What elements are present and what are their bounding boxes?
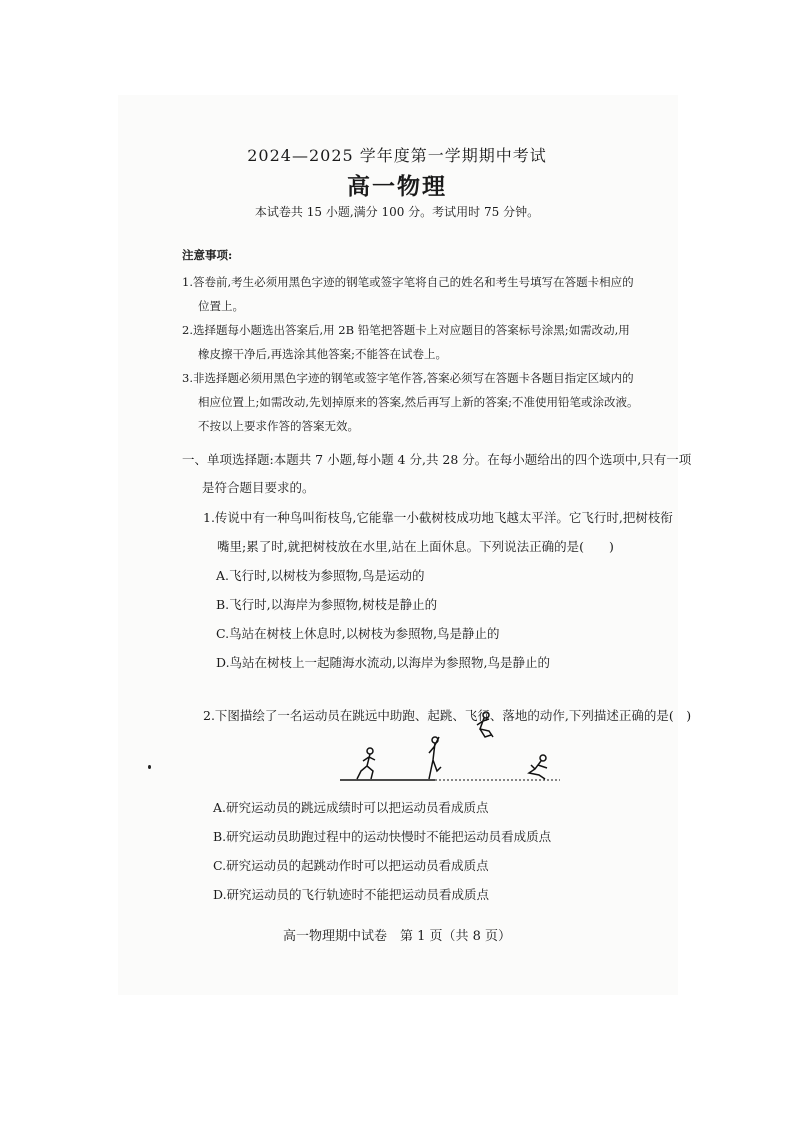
section-line: 一、单项选择题:本题共 7 小题,每小题 4 分,共 28 分。在每小题给出的四个选项中,只有一项 <box>182 452 692 467</box>
section-line: 是符合题目要求的。 <box>202 480 315 495</box>
q2-option-a: A.研究运动员的跳远成绩时可以把运动员看成质点 <box>213 800 489 815</box>
notes-block <box>182 247 672 438</box>
runner-figure <box>357 748 375 779</box>
notes-line: 2.选择题每小题选出答案后,用 2B 铅笔把答题卡上对应题目的答案标号涂黑;如需改动,用 <box>182 323 630 337</box>
q1-option-a: A.飞行时,以树枝为参照物,鸟是运动的 <box>216 568 425 583</box>
q2-option-c: C.研究运动员的起跳动作时可以把运动员看成质点 <box>213 858 489 873</box>
notes-line: 1.答卷前,考生必须用黑色字迹的钢笔或签字笔将自己的姓名和考生号填写在答题卡相应的 <box>182 275 634 289</box>
flight-figure <box>477 712 493 737</box>
notes-heading: 注意事项: <box>182 248 233 262</box>
exam-title: 2024—2025 学年度第一学期期中考试 <box>247 146 547 165</box>
question-1 <box>203 503 693 561</box>
question-stem: 1.传说中有一种鸟叫衔枝鸟,它能靠一小截树枝成功地飞越太平洋。它飞行时,把树枝衔 <box>203 510 673 525</box>
landing-figure <box>529 755 547 779</box>
q1-option-b: B.飞行时,以海岸为参照物,树枝是静止的 <box>216 597 438 612</box>
notes-line: 不按以上要求作答的答案无效。 <box>198 419 359 433</box>
question-stem: 嘴里;累了时,就把树枝放在水里,站在上面休息。下列说法正确的是( ) <box>217 539 614 554</box>
q1-option-d: D.鸟站在树枝上一起随海水流动,以海岸为参照物,鸟是静止的 <box>216 655 550 670</box>
question-stem: 2.下图描绘了一名运动员在跳远中助跑、起跳、飞行、落地的动作,下列描述正确的是( ) <box>203 708 692 723</box>
exam-meta: 本试卷共 15 小题,满分 100 分。考试用时 75 分钟。 <box>254 205 540 219</box>
notes-line: 位置上。 <box>198 299 244 313</box>
q1-option-c: C.鸟站在树枝上休息时,以树枝为参照物,鸟是静止的 <box>216 626 500 641</box>
notes-line: 橡皮擦干净后,再选涂其他答案;不能答在试卷上。 <box>198 347 448 361</box>
scan-speck <box>148 765 151 769</box>
takeoff-figure <box>429 737 441 779</box>
q2-option-b: B.研究运动员助跑过程中的运动快慢时不能把运动员看成质点 <box>213 829 552 844</box>
section-heading <box>182 446 692 502</box>
q2-option-d: D.研究运动员的飞行轨迹时不能把运动员看成质点 <box>213 887 490 902</box>
notes-line: 相应位置上;如需改动,先划掉原来的答案,然后再写上新的答案;不准使用铅笔或涂改液。 <box>198 395 639 409</box>
subject-title: 高一物理 <box>347 173 447 200</box>
long-jump-figure <box>335 705 565 785</box>
page-footer: 高一物理期中试卷 第 1 页（共 8 页） <box>282 929 512 944</box>
notes-line: 3.非选择题必须用黑色字迹的钢笔或签字笔作答,答案必须写在答题卡各题目指定区域内的 <box>182 371 634 385</box>
